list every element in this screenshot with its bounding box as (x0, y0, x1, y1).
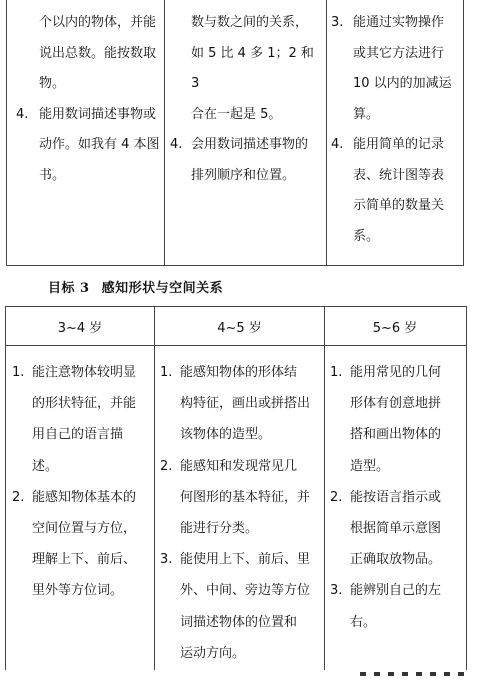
column-divider (154, 307, 155, 670)
text-line: 书。 (39, 167, 66, 183)
text-line: 用自己的语言描 (32, 427, 124, 443)
item-number: 3. (160, 552, 173, 568)
text-line: 个以内的物体，并能 (39, 15, 157, 30)
text-line: 10 以内的加减运 (353, 76, 452, 91)
text-line: 造型。 (350, 458, 390, 474)
text-line: 理解上下、前后、 (32, 552, 137, 568)
text-line: 能辨别自己的左 (350, 583, 442, 599)
text-line: 词描述物体的位置和 (180, 614, 298, 630)
cell-age-5-6 (330, 357, 462, 638)
item-number: 4. (170, 137, 183, 152)
text-line: 能注意物体较明显 (32, 365, 137, 380)
text-line: 外、中间、旁边等方位 (180, 583, 311, 599)
cell-age-3-4 (12, 357, 152, 607)
list-item (331, 130, 461, 252)
item-number: 4. (16, 106, 29, 122)
list-item (330, 482, 462, 576)
column-divider (164, 0, 165, 265)
text-line: 里外等方位词。 (32, 583, 124, 599)
text-line: 示简单的数量关 (353, 198, 445, 213)
text-line: 构特征，画出或拼搭出 (180, 396, 311, 412)
text-line: 算。 (353, 106, 380, 122)
list-item (170, 130, 324, 191)
dot-mark (388, 672, 394, 676)
text-line: 数与数之间的关系， (191, 15, 309, 30)
top-cell-col3 (331, 8, 461, 252)
footer-dots (360, 672, 480, 678)
text-line: 能感知和发现常见几 (180, 458, 298, 474)
text-line: 表、统计图等表 (353, 167, 445, 183)
dot-mark (360, 672, 366, 676)
cell-age-4-5 (160, 357, 322, 669)
column-header-age-3-4: 3~4 岁 (57, 321, 103, 336)
list-item (160, 357, 322, 451)
item-number: 2. (160, 458, 173, 474)
text-line: 该物体的造型。 (180, 427, 272, 443)
text-line: 能感知物体的形体结 (180, 365, 298, 380)
top-cell-col2 (170, 8, 324, 191)
item-number: 1. (12, 365, 25, 380)
text-line: 能用常见的几何 (350, 365, 442, 380)
text-line: 能用简单的记录 (353, 137, 445, 152)
text-line: 如 5 比 4 多 1；2 和 3 (191, 45, 314, 91)
text-line: 能按语言指示或 (350, 489, 442, 505)
text-line: 说出总数。能按数取 (39, 45, 157, 61)
dot-mark (416, 672, 422, 676)
text-line: 右。 (350, 614, 377, 630)
dot-mark (430, 672, 436, 676)
text-line: 系。 (353, 228, 380, 244)
item-number: 2. (12, 489, 25, 505)
goal-heading (48, 277, 223, 296)
item-number: 3. (330, 583, 343, 599)
goal-title: 感知形状与空间关系 (101, 281, 224, 296)
dot-mark (444, 672, 450, 676)
goal-2-table-continued (6, 0, 464, 266)
text-line: 动作。如我有 4 本图 (39, 137, 160, 152)
text-line: 能感知物体基本的 (32, 489, 137, 505)
column-header-age-5-6: 5~6 岁 (372, 321, 418, 336)
text-line: 述。 (32, 458, 59, 474)
list-item (160, 544, 322, 669)
item-number: 1. (160, 365, 173, 380)
text-line: 物。 (39, 76, 66, 91)
text-line: 排列顺序和位置。 (191, 167, 296, 183)
list-item (330, 575, 462, 637)
column-header-age-4-5: 4~5 岁 (217, 321, 262, 336)
text-line: 空间位置与方位， (32, 521, 137, 537)
item-number: 2. (330, 489, 343, 505)
text-line: 或其它方法进行 (353, 45, 445, 61)
text-line: 搭和画出物体的 (350, 427, 442, 443)
item-number: 1. (330, 365, 343, 380)
item-number: 3. (331, 15, 344, 30)
dot-mark (458, 672, 464, 676)
item-number: 4. (331, 137, 344, 152)
text-line: 能进行分类。 (180, 521, 259, 537)
column-divider (324, 307, 325, 670)
text-line: 能通过实物操作 (353, 15, 445, 30)
goal-label: 目标 3 (48, 281, 90, 296)
list-item (12, 482, 152, 607)
list-item (331, 8, 461, 130)
goal-3-table (5, 306, 467, 670)
text-line: 运动方向。 (180, 645, 246, 661)
list-item (330, 357, 462, 482)
list-item (12, 357, 152, 482)
dot-mark (402, 672, 408, 676)
text-line: 正确取放物品。 (350, 552, 442, 568)
list-item (16, 100, 162, 192)
table-border-right (463, 0, 464, 265)
text-line: 何图形的基本特征，并 (180, 489, 311, 505)
table-border-left (6, 0, 7, 265)
list-item (160, 451, 322, 545)
text-line: 会用数词描述事物的 (191, 137, 309, 152)
text-line: 能使用上下、前后、里 (180, 552, 311, 568)
text-line: 合在一起是 5。 (191, 106, 282, 122)
text-line: 形体有创意地拼 (350, 396, 442, 412)
dot-mark (374, 672, 380, 676)
header-divider (6, 345, 466, 346)
text-line: 根据简单示意图 (350, 521, 442, 537)
text-line: 的形状特征，并能 (32, 396, 137, 412)
text-line: 能用数词描述事物或 (39, 106, 157, 122)
top-cell-col1 (16, 8, 162, 191)
column-divider (326, 0, 327, 265)
